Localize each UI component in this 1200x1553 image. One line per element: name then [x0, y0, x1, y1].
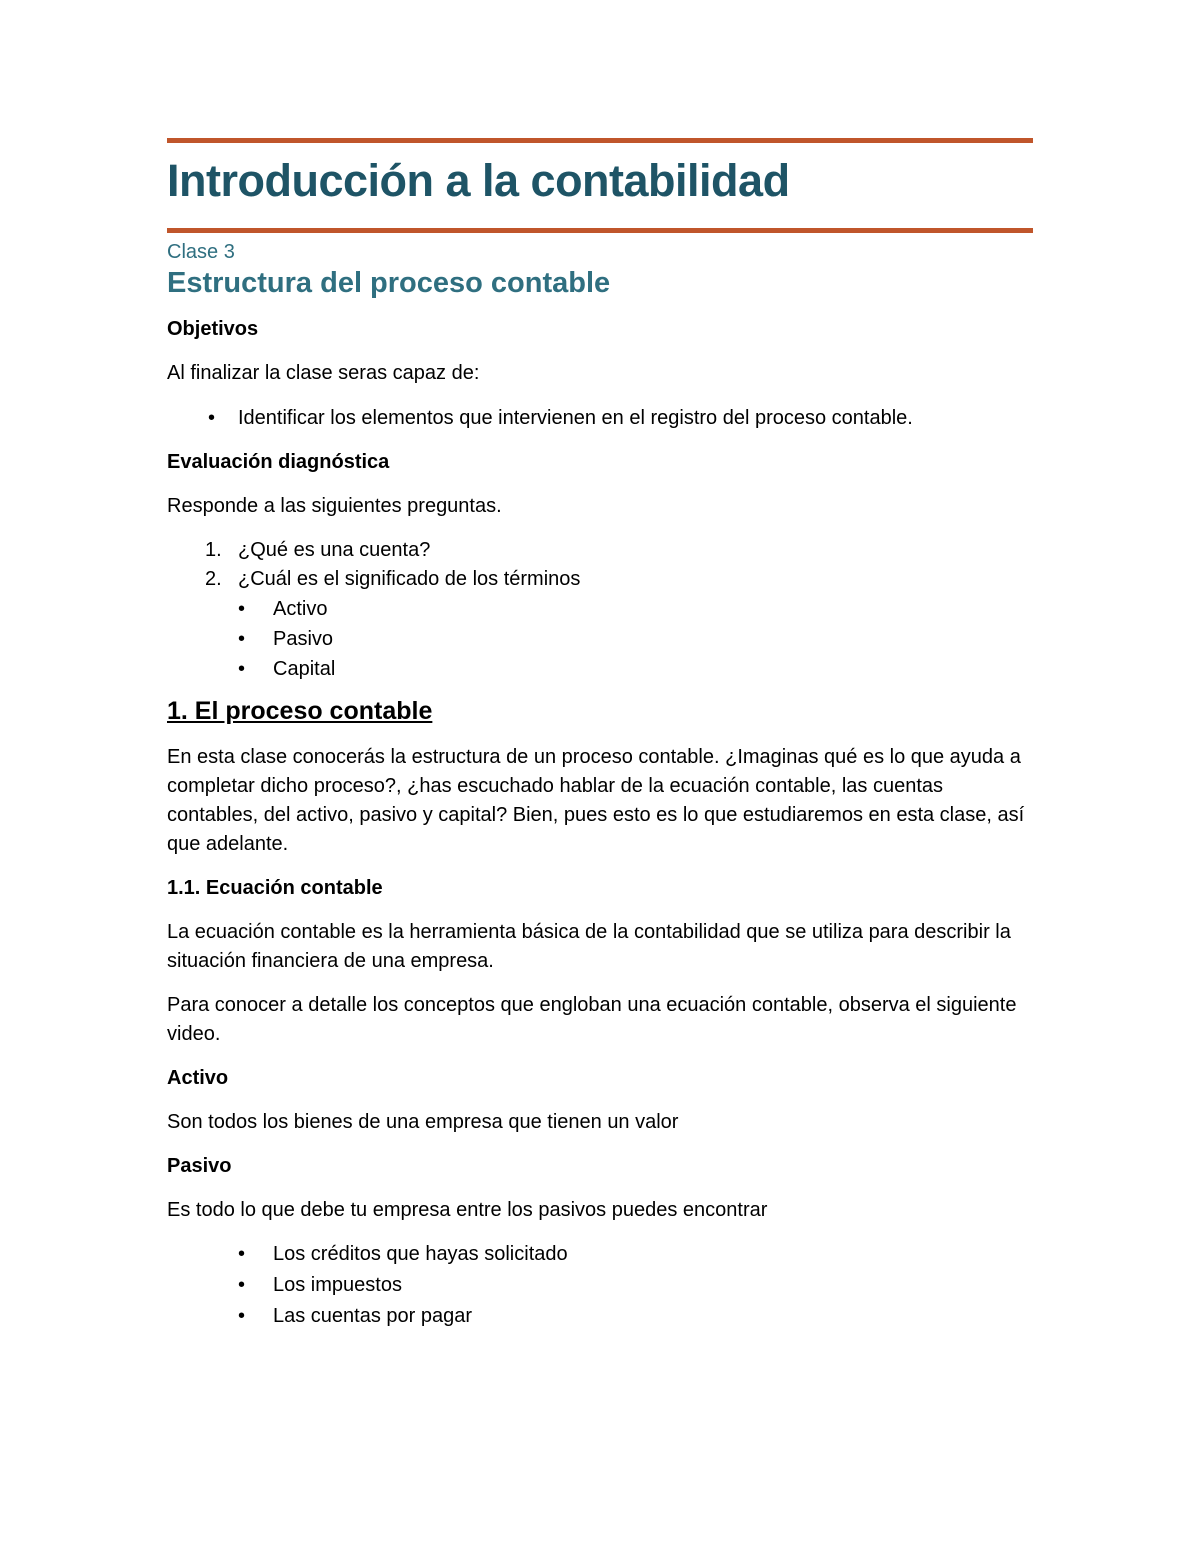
list-item: • Activo: [167, 594, 1027, 624]
list-item: ¿Qué es una cuenta?: [238, 539, 431, 561]
title-rule-top: [167, 138, 1033, 143]
clase-label: Clase 3: [167, 241, 235, 263]
activo-paragraph: Son todos los bienes de una empresa que tienen un valor: [167, 1111, 679, 1133]
proceso-paragraph: En esta clase conocerás la estructura de un proceso contable. ¿Imaginas qué es lo que ayuda a completar dicho proceso?, ¿has escuchado hablar de la ecuación contable, las cuentas contables, del activo, pasivo y capital? Bien, pues esto es lo que estudiaremos en esta clase, así que adelante.: [167, 746, 1025, 855]
document-content: [167, 0, 1027, 1332]
list-item: • Los créditos que hayas solicitado: [167, 1239, 1027, 1270]
evaluacion-terms-list: [167, 594, 1027, 684]
list-item: • Los impuestos: [167, 1270, 1027, 1301]
pasivo-heading: Pasivo: [167, 1155, 232, 1177]
list-item: • Pasivo: [167, 624, 1027, 654]
list-item: • Identificar los elementos que intervienen en el registro del proceso contable.: [167, 403, 1027, 433]
objetivos-intro: Al finalizar la clase seras capaz de:: [167, 362, 480, 384]
pasivo-paragraph: Es todo lo que debe tu empresa entre los pasivos puedes encontrar: [167, 1199, 768, 1221]
evaluacion-heading: Evaluación diagnóstica: [167, 451, 390, 473]
ecuacion-paragraph-2: Para conocer a detalle los conceptos que engloban una ecuación contable, observa el siguiente video.: [167, 994, 1017, 1045]
objetivos-bullet-list: [167, 403, 1027, 433]
document-subtitle: Estructura del proceso contable: [167, 267, 611, 299]
title-rule-bottom: [167, 228, 1033, 233]
proceso-heading: 1. El proceso contable: [167, 697, 433, 725]
ecuacion-paragraph-1: La ecuación contable es la herramienta básica de la contabilidad que se utiliza para describir la situación financiera de una empresa.: [167, 921, 1011, 972]
evaluacion-question-list: [167, 536, 1027, 594]
pasivo-bullet-list: [167, 1239, 1027, 1332]
list-item: • Las cuentas por pagar: [167, 1301, 1027, 1332]
list-item: • Capital: [167, 654, 1027, 684]
document-title: Introducción a la contabilidad: [167, 155, 790, 206]
objetivos-heading: Objetivos: [167, 318, 259, 340]
ecuacion-heading: 1.1. Ecuación contable: [167, 877, 383, 899]
activo-heading: Activo: [167, 1067, 229, 1089]
list-item: ¿Cuál es el significado de los términos: [238, 568, 581, 590]
evaluacion-intro: Responde a las siguientes preguntas.: [167, 495, 502, 517]
